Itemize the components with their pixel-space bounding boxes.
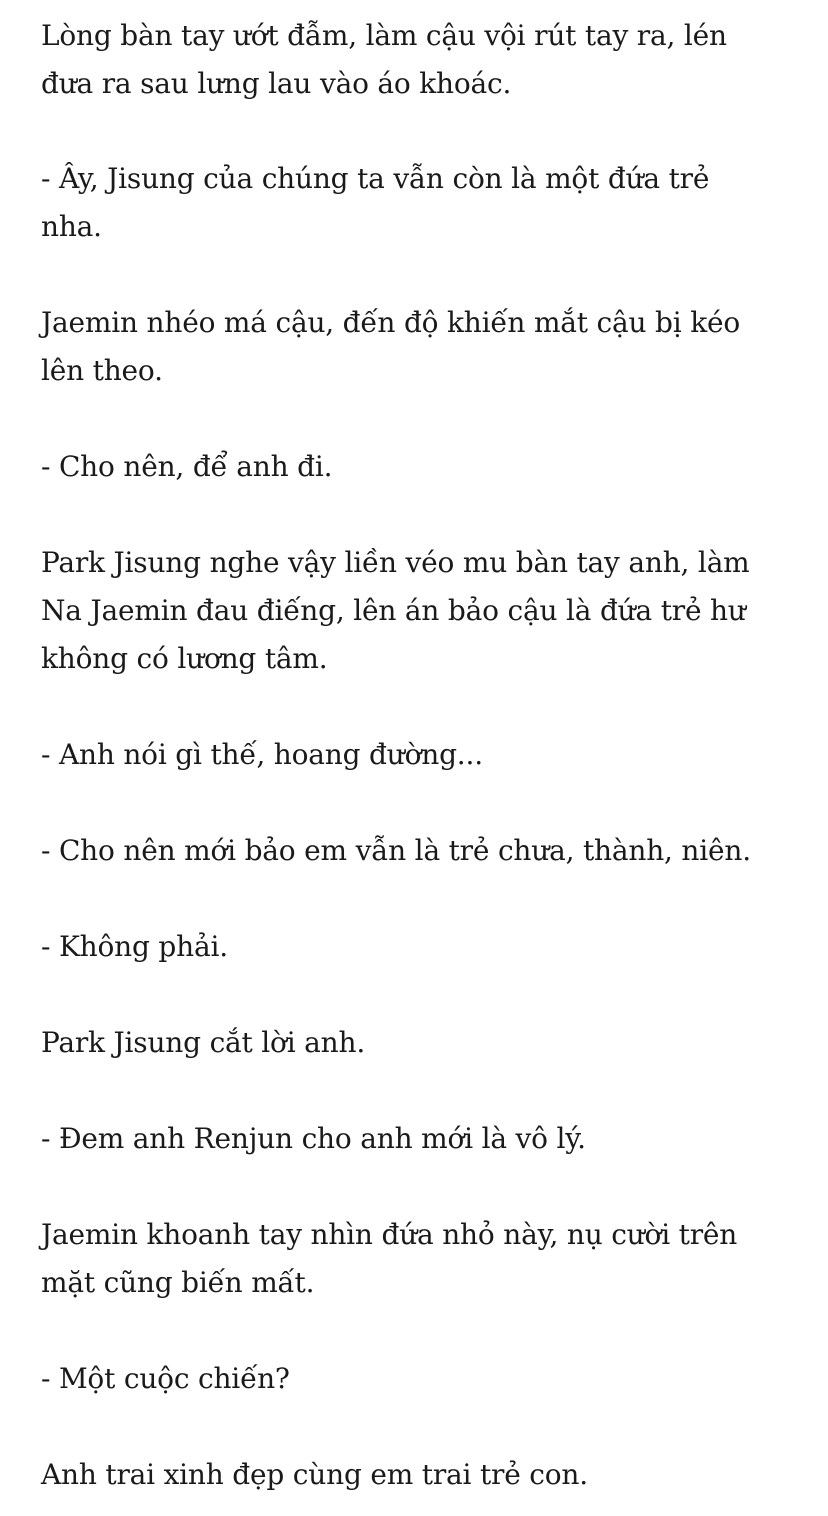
text-line: Lòng bàn tay ướt đẫm, làm cậu vội rút tay ra, lén [41, 19, 727, 52]
paragraph [41, 827, 801, 875]
text-line: - Cho nên mới bảo em vẫn là trẻ chưa, thành, niên. [41, 834, 751, 867]
text-line: Na Jaemin đau điếng, lên án bảo cậu là đứa trẻ hư [41, 594, 746, 627]
text-line: - Đem anh Renjun cho anh mới là vô lý. [41, 1122, 586, 1155]
paragraph [41, 12, 801, 108]
text-line: - Ây, Jisung của chúng ta vẫn còn là một đứa trẻ [41, 162, 710, 195]
text-line: - Một cuộc chiến? [41, 1362, 290, 1395]
text-line: Jaemin khoanh tay nhìn đứa nhỏ này, nụ cười trên [41, 1218, 738, 1251]
paragraph [41, 731, 801, 779]
text-line: Park Jisung nghe vậy liền véo mu bàn tay anh, làm [41, 546, 750, 579]
paragraph [41, 155, 801, 251]
text-line: - Anh nói gì thế, hoang đường... [41, 738, 483, 771]
paragraph [41, 1355, 801, 1403]
paragraph [41, 1211, 801, 1307]
text-line: - Không phải. [41, 930, 228, 963]
text-line: Jaemin nhéo má cậu, đến độ khiến mắt cậu bị kéo [41, 306, 741, 339]
text-line: nha. [41, 210, 102, 243]
paragraph [41, 1019, 801, 1067]
paragraph [41, 539, 801, 683]
paragraph [41, 1115, 801, 1163]
text-line: Park Jisung cắt lời anh. [41, 1026, 366, 1059]
text-line: không có lương tâm. [41, 642, 328, 675]
paragraph [41, 443, 801, 491]
text-line: đưa ra sau lưng lau vào áo khoác. [41, 67, 512, 100]
paragraph [41, 923, 801, 971]
text-line: Anh trai xinh đẹp cùng em trai trẻ con. [41, 1458, 588, 1491]
text-line: - Cho nên, để anh đi. [41, 450, 333, 483]
paragraph [41, 1451, 801, 1499]
paragraph [41, 299, 801, 395]
text-line: mặt cũng biến mất. [41, 1266, 315, 1299]
text-line: lên theo. [41, 354, 163, 387]
